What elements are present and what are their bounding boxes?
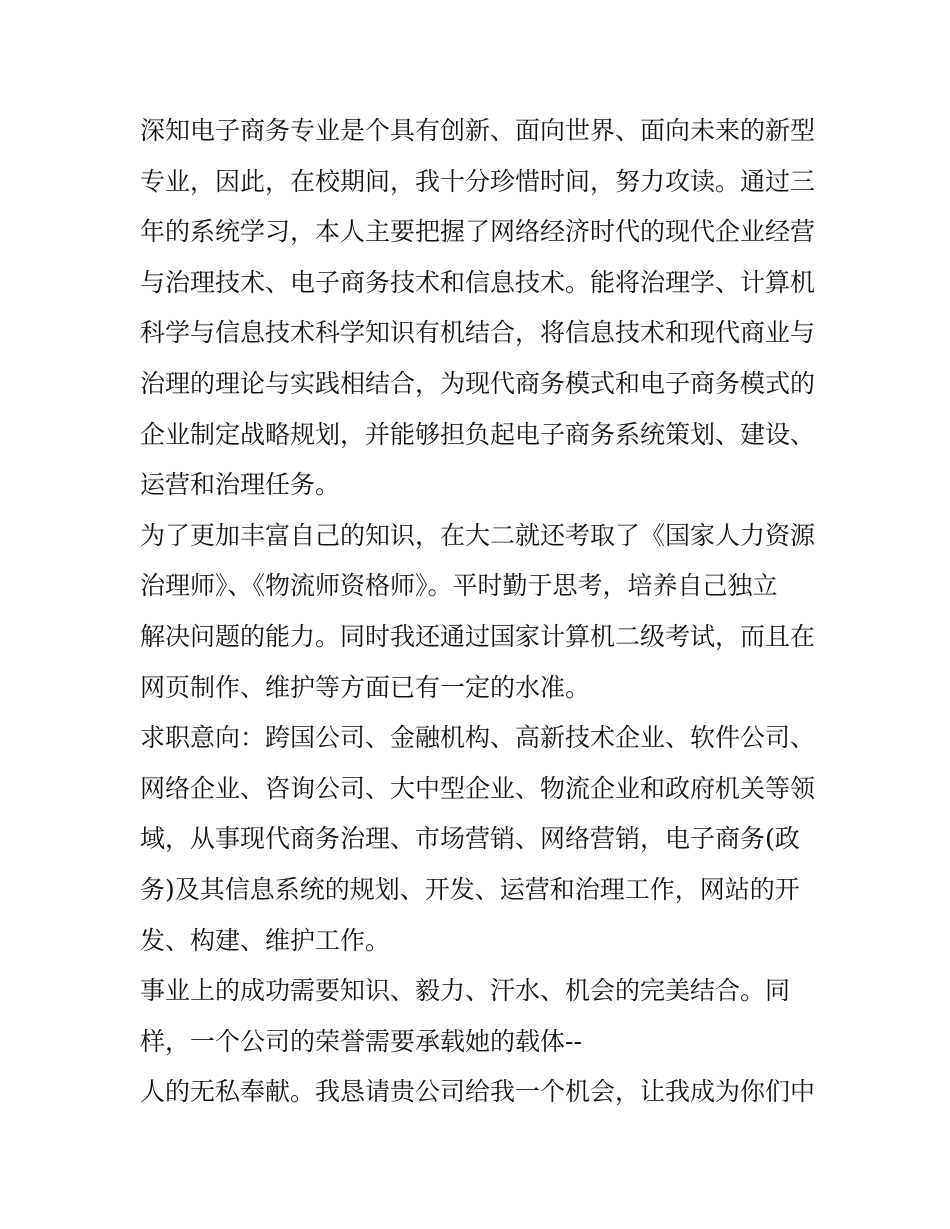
text-line-10: 治理师》、《物流师资格师》。平时勤于思考，培养自己独立 (140, 571, 778, 601)
text-line-20: 人的无私奉献。我恳请贵公司给我一个机会，让我成为你们中 (140, 1077, 816, 1107)
text-line-2: 专业，因此，在校期间，我十分珍惜时间，努力攻读。通过三 (140, 166, 816, 196)
text-line-14: 网络企业、咨询公司、大中型企业、物流企业和政府机关等领 (140, 773, 816, 803)
text-line-15: 域，从事现代商务治理、市场营销、网络营销，电子商务(政 (140, 824, 800, 854)
text-line-11: 解决问题的能力。同时我还通过国家计算机二级考试，而且在 (140, 621, 816, 651)
text-line-8: 运营和治理任务。 (140, 470, 341, 500)
text-line-9: 为了更加丰富自己的知识，在大二就还考取了《国家人力资源 (140, 520, 816, 550)
text-line-5: 科学与信息技术科学知识有机结合，将信息技术和现代商业与 (140, 318, 816, 348)
text-line-6: 治理的理论与实践相结合，为现代商务模式和电子商务模式的 (140, 368, 816, 398)
text-line-12: 网页制作、维护等方面已有一定的水准。 (140, 672, 591, 702)
text-line-19: 样，一个公司的荣誉需要承载她的载体-- (140, 1026, 582, 1056)
document-body (140, 106, 820, 1118)
text-line-16: 务)及其信息系统的规划、开发、运营和治理工作，网站的开 (140, 874, 800, 904)
text-line-17: 发、构建、维护工作。 (140, 925, 391, 955)
text-line-18: 事业上的成功需要知识、毅力、汗水、机会的完美结合。同 (140, 976, 791, 1006)
text-line-13: 求职意向：跨国公司、金融机构、高新技术企业、软件公司、 (140, 723, 816, 753)
text-line-3: 年的系统学习，本人主要把握了网络经济时代的现代企业经营 (140, 217, 816, 247)
text-line-4: 与治理技术、电子商务技术和信息技术。能将治理学、计算机 (140, 267, 816, 297)
text-line-7: 企业制定战略规划，并能够担负起电子商务系统策划、建设、 (140, 419, 816, 449)
text-line-1: 深知电子商务专业是个具有创新、面向世界、面向未来的新型 (140, 116, 816, 145)
